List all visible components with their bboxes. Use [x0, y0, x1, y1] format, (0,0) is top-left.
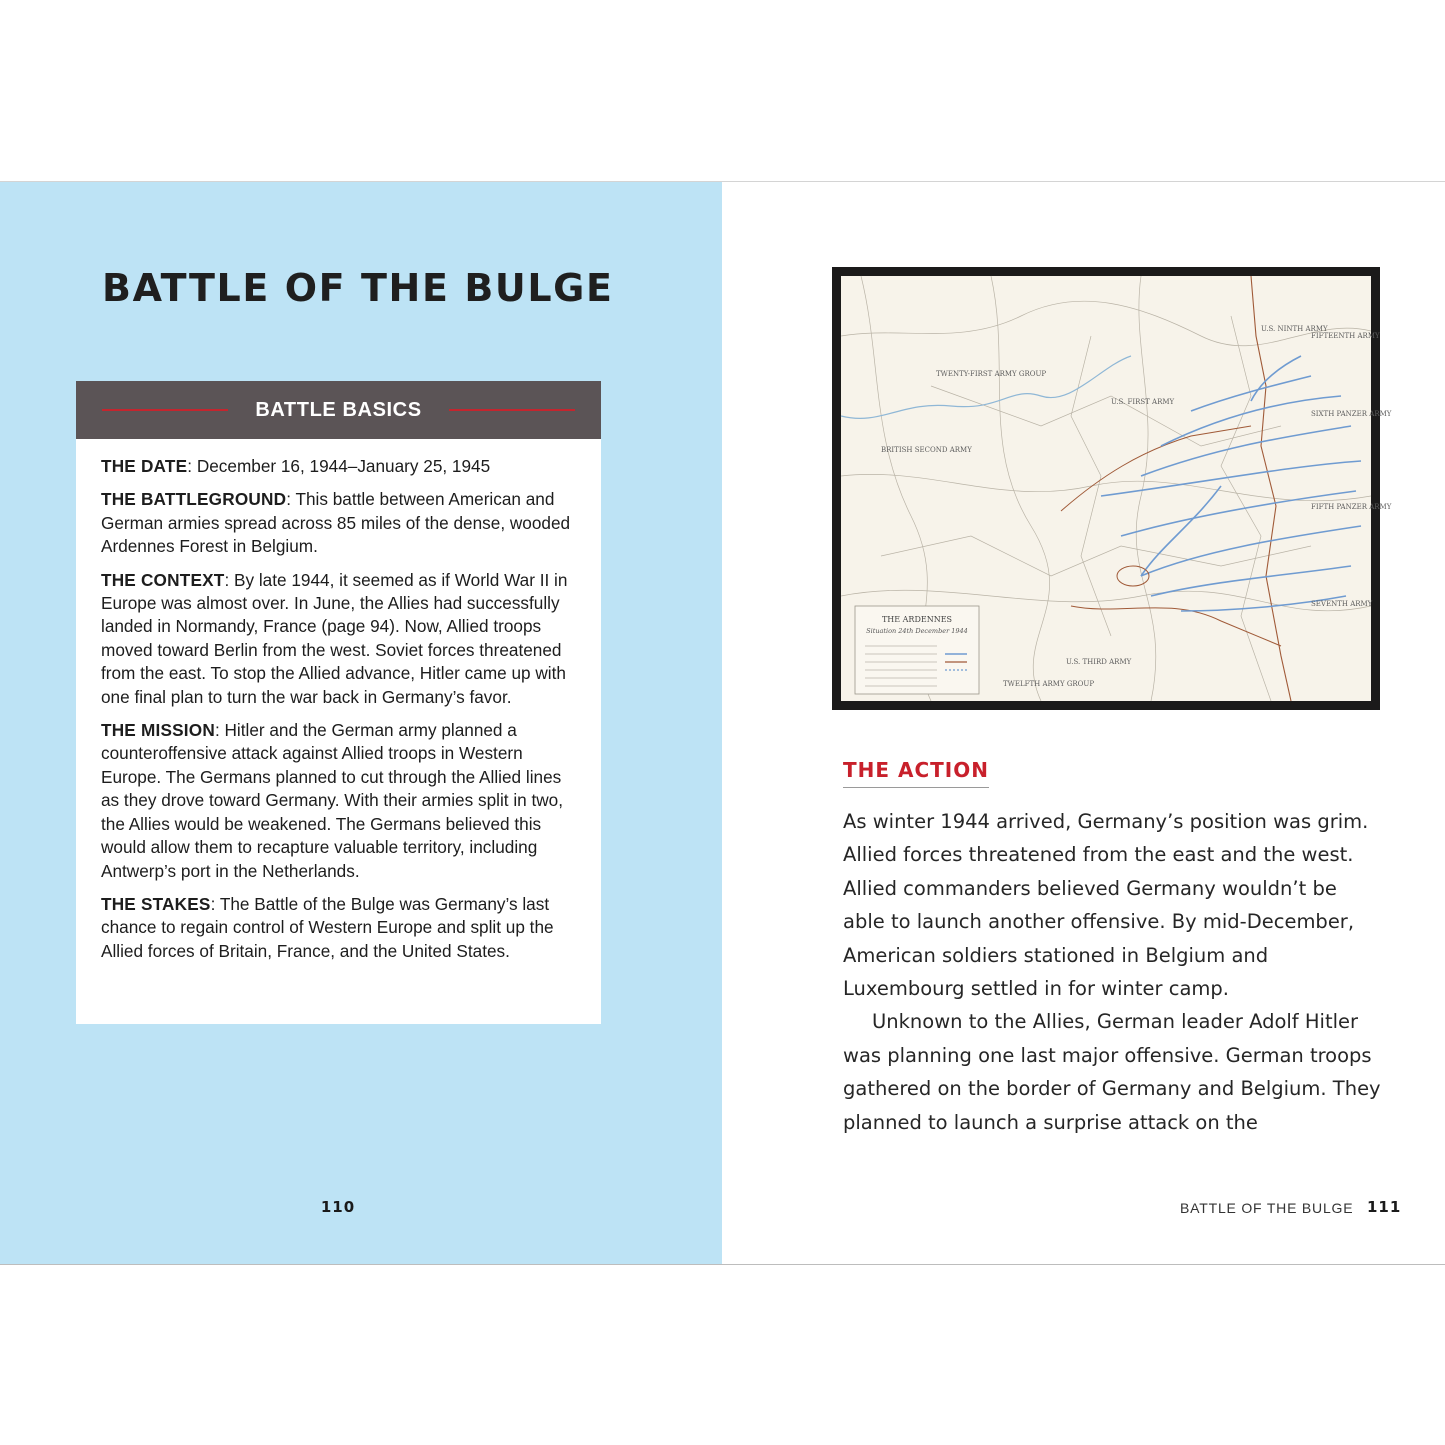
map-label: U.S. THIRD ARMY [1066, 658, 1132, 666]
map-label: FIFTEENTH ARMY [1311, 332, 1380, 340]
body-text [843, 805, 1383, 1139]
running-head: BATTLE OF THE BULGE [1180, 1200, 1354, 1216]
page-title: BATTLE OF THE BULGE [102, 266, 614, 310]
section-heading: THE ACTION [843, 758, 989, 788]
right-page [722, 182, 1445, 1264]
map-legend [855, 606, 979, 694]
entry-label: THE MISSION [101, 720, 215, 741]
entry-stakes [101, 893, 577, 963]
map-label: U.S. FIRST ARMY [1111, 398, 1175, 406]
entry-label: THE BATTLEGROUND [101, 489, 287, 510]
map-label: SIXTH PANZER ARMY [1311, 410, 1392, 418]
entry-battleground [101, 488, 577, 558]
battle-basics-header [76, 381, 601, 439]
battle-basics-title: BATTLE BASICS [255, 398, 422, 421]
battle-basics-body [76, 439, 601, 963]
map-label: TWELFTH ARMY GROUP [1003, 680, 1095, 688]
legend-subtitle: Situation 24th December 1944 [866, 627, 968, 635]
map-label: TWENTY-FIRST ARMY GROUP [936, 370, 1047, 378]
book-spread [0, 181, 1445, 1265]
entry-date [101, 455, 577, 478]
entry-context [101, 569, 577, 709]
paragraph: As winter 1944 arrived, Germany’s position was grim. Allied forces threatened from the east and the west. Allied commanders believed Germany wouldn’t be able to launch another offensive. By mid-December, American soldiers stationed in Belgium and Luxembourg settled in for winter camp. [843, 810, 1369, 1001]
entry-mission [101, 719, 577, 883]
map-label: FIFTH PANZER ARMY [1311, 503, 1392, 511]
map-label: BRITISH SECOND ARMY [881, 446, 972, 454]
page-number-left: 110 [320, 1198, 356, 1216]
battle-basics-box [76, 381, 601, 1024]
entry-text: : Hitler and the German army planned a counteroffensive attack against Allied troops in Western Europe. The Germans planned to cut through the Allied lines as they drove toward Germany. With their armies split in two, the Allies would be weakened. The Germans believed this would allow them to recapture valuable territory, including Antwerp’s port in the Netherlands. [101, 720, 563, 881]
entry-text: : By late 1944, it seemed as if World War II in Europe was almost over. In June, the Allies had successfully landed in Normandy, France (page 94). Now, Allied troops moved toward Berlin from the west. Soviet forces threatened from the east. To stop the Allied advance, Hitler came up with one final plan to turn the war back in Germany’s favor. [101, 569, 568, 707]
entry-label: THE STAKES [101, 893, 211, 914]
entry-text: : December 16, 1944–January 25, 1945 [187, 456, 491, 476]
header-rule-left [102, 409, 228, 411]
ardennes-map [832, 267, 1392, 710]
paragraph: Unknown to the Allies, German leader Adolf Hitler was planning one last major offensive. German troops gathered on the border of Germany and Belgium. They planned to launch a surprise attack on the [843, 1010, 1381, 1134]
header-rule-right [449, 409, 575, 411]
entry-text: : The Battle of the Bulge was Germany’s last chance to regain control of Western Europe and split up the Allied forces of Britain, France, and the United States. [101, 893, 554, 961]
page-number-right: 111 [1367, 1198, 1402, 1216]
map-label: SEVENTH ARMY [1311, 600, 1373, 608]
map-image [841, 276, 1392, 701]
entry-label: THE DATE [101, 456, 188, 476]
left-page [0, 182, 722, 1264]
entry-label: THE CONTEXT [101, 569, 225, 590]
legend-title: THE ARDENNES [881, 615, 953, 624]
map-label: U.S. NINTH ARMY [1261, 325, 1328, 333]
entry-text: : This battle between American and German armies spread across 85 miles of the dense, wooded Ardennes Forest in Belgium. [101, 489, 571, 557]
